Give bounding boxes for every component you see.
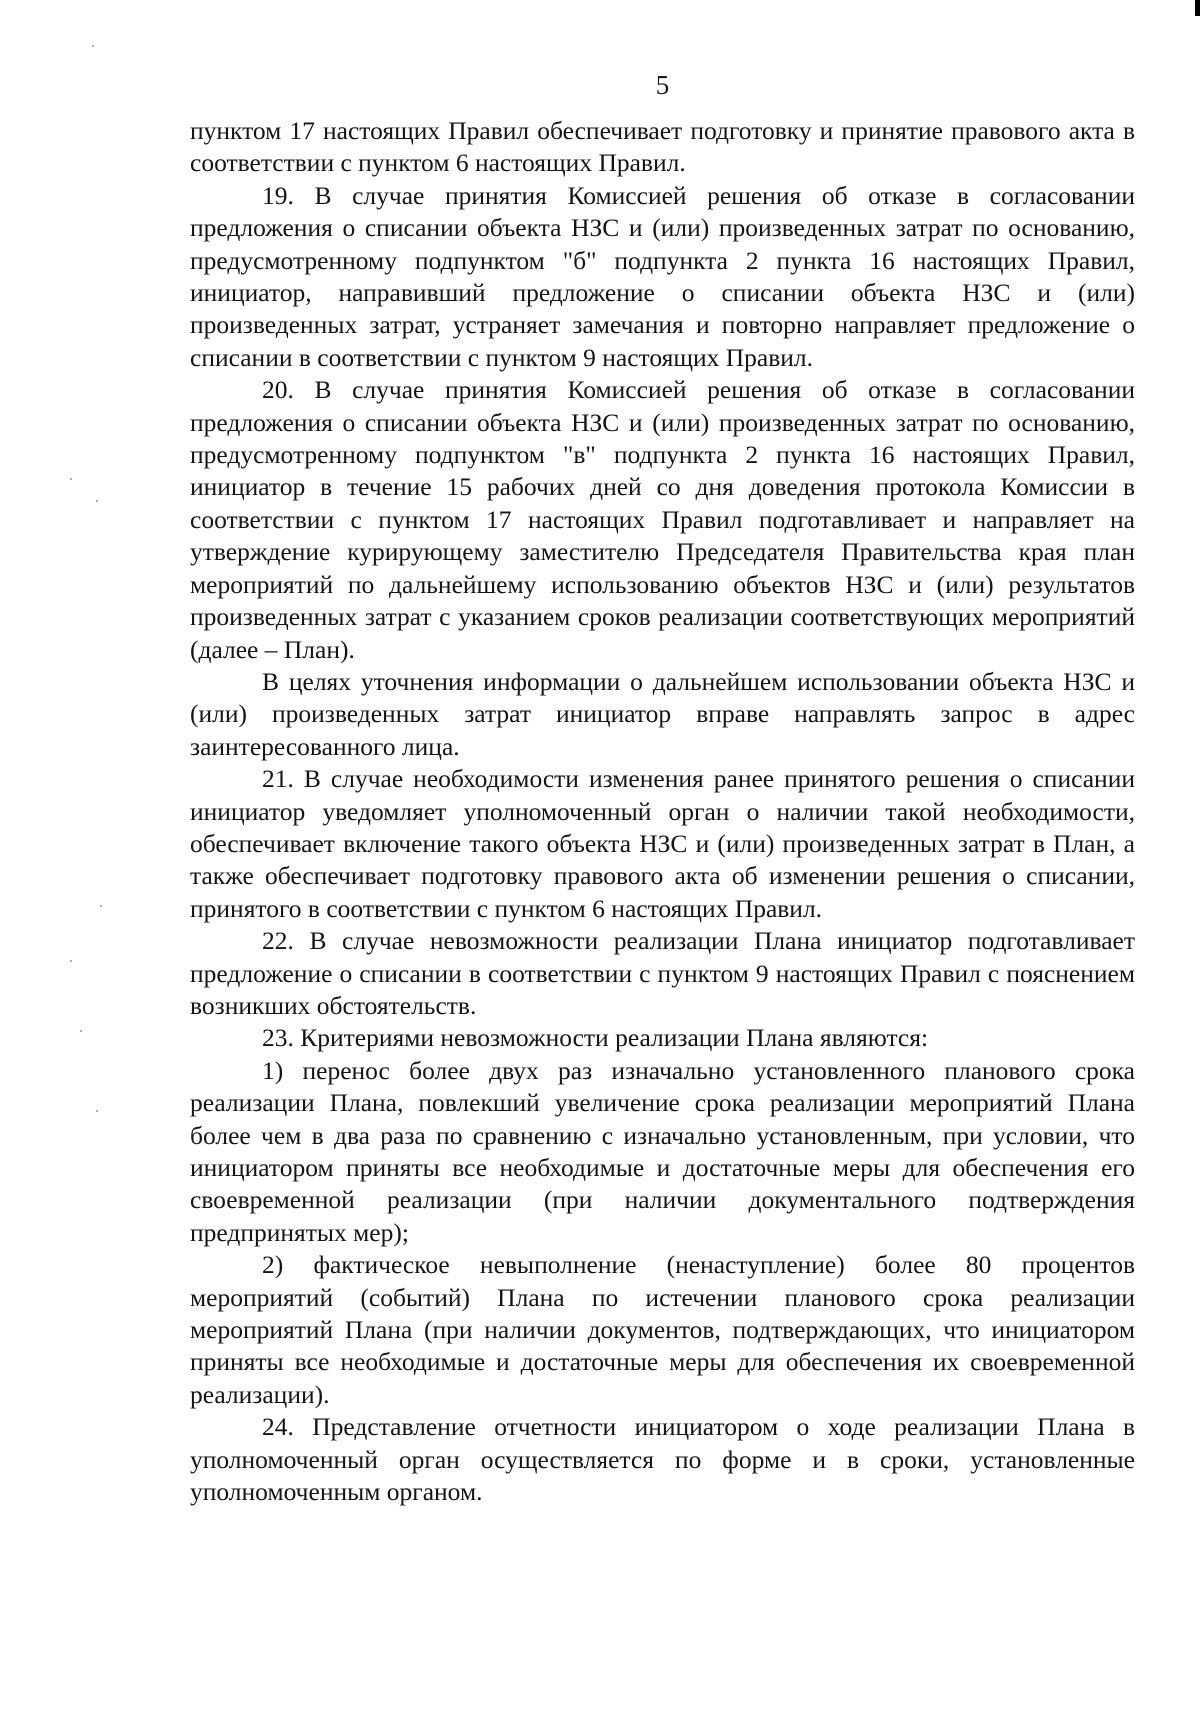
scan-speck (70, 478, 72, 480)
paragraph-24: 24. Представление отчетности инициатором о ходе реализации Плана в уполномоченный орган осуществляется по форме и в сроки, установленные уполномоченным органом. (190, 1412, 1135, 1507)
scan-edge-mark (1195, 0, 1200, 16)
paragraph-21: 21. В случае необходимости изменения ранее принятого решения о списании инициатор уведомляет уполномоченный орган о наличии такой необходимости, обеспечивает включение такого объекта НЗС и (или) произведенных затрат в План, а также обеспечивает подготовку правового акта об изменении решения о списании, принятого в соответствии с пунктом 6 настоящих Правил. (190, 764, 1135, 923)
page-number: 5 (655, 70, 670, 100)
scan-speck (70, 960, 72, 962)
scan-speck (80, 1030, 82, 1032)
scan-speck (96, 1110, 98, 1112)
scan-speck (92, 45, 94, 47)
document-body (190, 115, 1135, 1508)
paragraph-19: 19. В случае принятия Комиссией решения об отказе в согласовании предложения о списании объекта НЗС и (или) произведенных затрат по основанию, предусмотренному подпунктом "б" подпункта 2 пункта 16 настоящих Правил, инициатор, направивший предложение о списании объекта НЗС и (или) произведенных затрат, устраняет замечания и повторно направляет предложение о списании в соответствии с пунктом 9 настоящих Правил. (190, 180, 1135, 372)
paragraph-20: 20. В случае принятия Комиссией решения об отказе в согласовании предложения о списании объекта НЗС и (или) произведенных затрат по основанию, предусмотренному подпунктом "в" подпункта 2 пункта 16 настоящих Правил, инициатор в течение 15 рабочих дней со дня доведения протокола Комиссии в соответствии с пунктом 17 настоящих Правил подготавливает и направляет на утверждение курирующему заместителю Председателя Правительства края план мероприятий по дальнейшему использованию объектов НЗС и (или) результатов произведенных затрат с указанием сроков реализации соответствующих мероприятий (далее – План). (190, 375, 1135, 664)
paragraph-22: 22. В случае невозможности реализации Плана инициатор подготавливает предложение о списании в соответствии с пунктом 9 настоящих Правил с пояснением возникших обстоятельств. (190, 926, 1135, 1020)
paragraph-20-note: В целях уточнения информации о дальнейшем использовании объекта НЗС и (или) произведенных затрат инициатор вправе направлять запрос в адрес заинтересованного лица. (190, 666, 1135, 761)
paragraph-23-item-2: 2) фактическое невыполнение (ненаступление) более 80 процентов мероприятий (событий) Плана по истечении планового срока реализации мероприятий Плана (при наличии документов, подтверждающих, что инициатором приняты все необходимые и достаточные меры для обеспечения их своевременной реализации). (190, 1250, 1135, 1409)
scan-speck (96, 500, 98, 502)
paragraph-23: 23. Критериями невозможности реализации Плана являются: (262, 1023, 929, 1053)
paragraph-continuation: пунктом 17 настоящих Правил обеспечивает подготовку и принятие правового акта в соответствии с пунктом 6 настоящих Правил. (190, 116, 1135, 178)
paragraph-23-item-1: 1) перенос более двух раз изначально установленного планового срока реализации Плана, повлекший увеличение срока реализации мероприятий Плана более чем в два раза по сравнению с изначально установленным, при условии, что инициатором приняты все необходимые и достаточные меры для обеспечения его своевременной реализации (при наличии документального подтверждения предпринятых мер); (190, 1055, 1135, 1247)
scan-speck (100, 905, 102, 907)
